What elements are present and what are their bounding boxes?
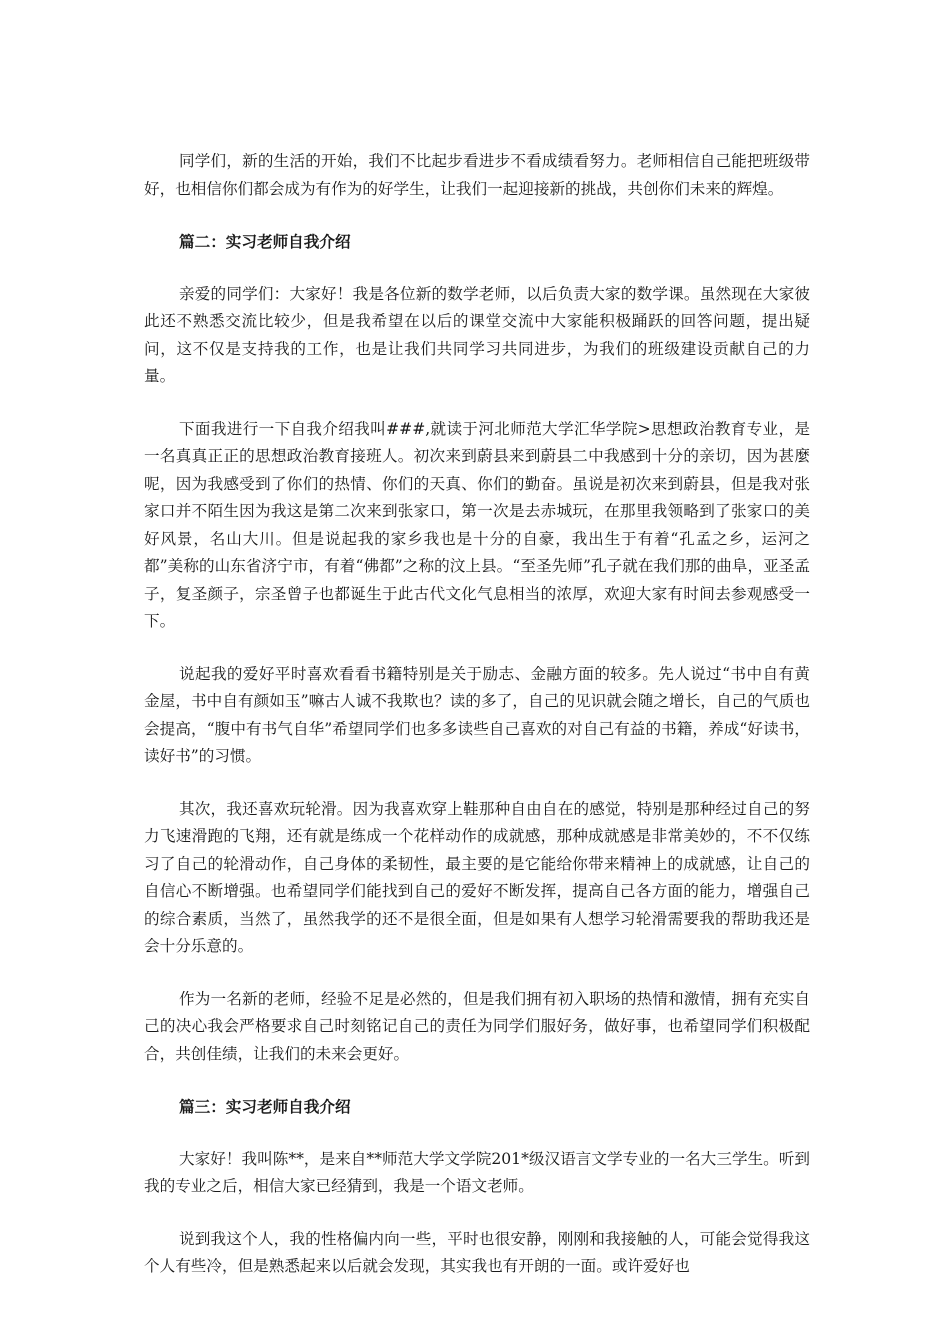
paragraph-chinese-teacher-intro: 大家好！我叫陈**，是来自**师范大学文学院201*级汉语言文学专业的一名大三学生。听到我的专业之后，相信大家已经猜到，我是一个语文老师。: [144, 1149, 810, 1195]
paragraph-personality: 说到我这个人，我的性格偏内向一些，平时也很安静，刚刚和我接触的人，可能会觉得我这个人有些冷，但是熟悉起来以后就会发现，其实我也有开朗的一面。或许爱好也: [144, 1229, 810, 1275]
paragraph-new-teacher-pledge: 作为一名新的老师，经验不足是必然的，但是我们拥有初入职场的热情和激情，拥有充实自己的决心我会严格要求自己时刻铭记自己的责任为同学们服好务，做好事，也希望同学们积极配合，共创佳绩，让我们的未来会更好。: [144, 989, 810, 1063]
paragraph-hobby-roller-skating: 其次，我还喜欢玩轮滑。因为我喜欢穿上鞋那种自由自在的感觉，特别是那种经过自己的努力飞速滑跑的飞翔，还有就是练成一个花样动作的成就感，那种成就感是非常美妙的，不不仅练习了自己的轮滑动作，自己身体的柔韧性，最主要的是它能给你带来精神上的成就感，让自己的自信心不断增强。也希望同学们能找到自己的爱好不断发挥，提高自己各方面的能力，增强自己的综合素质，当然了，虽然我学的还不是很全面，但是如果有人想学习轮滑需要我的帮助我还是会十分乐意的。: [144, 799, 810, 955]
paragraph-greeting-math-teacher: 亲爱的同学们：大家好！我是各位新的数学老师，以后负责大家的数学课。虽然现在大家彼此还不熟悉交流比较少，但是我希望在以后的课堂交流中大家能积极踊跃的回答问题，提出疑问，这不仅是支持我的工作，也是让我们共同学习共同进步，为我们的班级建设贡献自己的力量。: [144, 284, 810, 385]
paragraph-self-introduction: 下面我进行一下自我介绍我叫###,就读于河北师范大学汇华学院>思想政治教育专业，是一名真真正正的思想政治教育接班人。初次来到蔚县来到蔚县二中我感到十分的亲切，因为甚麼呢，因为我感受到了你们的热情、你们的天真、你们的勤奋。虽说是初次来到蔚县，但是我对张家口并不陌生因为我这是第二次来到张家口，第一次是去赤城玩，在那里我领略到了张家口的美好风景，名山大川。但是说起我的家乡我也是十分的自豪，我出生于有着“孔孟之乡，运河之都”美称的山东省济宁市，有着“佛都”之称的汶上县。“至圣先师”孔子就在我们那的曲阜，亚圣孟子，复圣颜子，宗圣曾子也都诞生于此古代文化气息相当的浓厚，欢迎大家有时间去参观感受一下。: [144, 419, 810, 630]
section-heading-part-two: 篇二：实习老师自我介绍: [179, 232, 351, 251]
paragraph-hobby-reading: 说起我的爱好平时喜欢看看书籍特别是关于励志、金融方面的较多。先人说过“书中自有黄金屋，书中自有颜如玉”嘛古人诚不我欺也？读的多了，自己的见识就会随之增长，自己的气质也会提高，“腹中有书气自华”希望同学们也多多读些自己喜欢的对自己有益的书籍，养成“好读书，读好书”的习惯。: [144, 664, 810, 765]
document-page: [144, 148, 810, 1281]
paragraph-closing-remarks: 同学们，新的生活的开始，我们不比起步看进步不看成绩看努力。老师相信自己能把班级带好，也相信你们都会成为有作为的好学生，让我们一起迎接新的挑战，共创你们未来的辉煌。: [144, 152, 810, 198]
section-heading-part-three: 篇三：实习老师自我介绍: [179, 1097, 351, 1116]
